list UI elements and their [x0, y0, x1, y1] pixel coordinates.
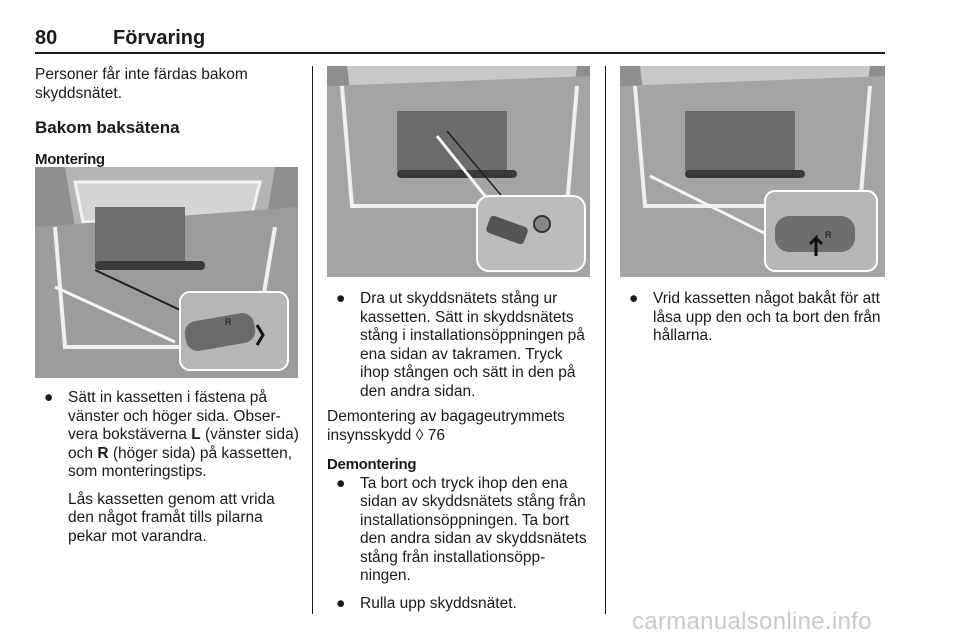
bullet-dot: ●: [336, 594, 346, 612]
lock-note: Lås kassetten genom att vrida den något framåt tills pilarna pekar mot varandra.: [68, 490, 275, 545]
page-ref-icon: ◊: [415, 426, 424, 444]
section-heading: Bakom baksätena: [35, 118, 180, 137]
list-item-insert-cassette: ● Sätt in kassetten i fästena på vänster och höger sida. Obser- vera bokstäverna L (vänster sida) och R (höger sida) på kassetten, som monteringstips.: [44, 389, 299, 480]
column-divider-2: [605, 66, 606, 614]
column-1-bottom: [35, 389, 303, 546]
column-3: [620, 290, 888, 346]
column-divider-1: [312, 66, 313, 614]
figure-label-r: R: [225, 317, 232, 327]
watermark: carmanualsonline.info: [632, 608, 872, 635]
list-item-remove-rod: ● Ta bort och tryck ihop den ena sidan av skyddsnätets stång från installationsöppningen. Ta bort den andra sidan av skyddsnätets stång från installationsöpp-ningen.: [336, 474, 587, 584]
figure-montering: [35, 167, 298, 378]
page-ref-number: 76: [427, 426, 445, 444]
intro-text: Personer får inte färdas bakom skyddsnätet.: [35, 66, 248, 102]
list-item-pull-rod: ● Dra ut skyddsnätets stång ur kassetten. Sätt in skyddsnätets stång i installationsöppningen på ena sidan av takramen. Tryck ihop stången och sätt in den på den andra sidan.: [336, 290, 585, 400]
figure-remove-cassette: [620, 66, 885, 277]
bullet-dot: ●: [336, 290, 346, 307]
column-2: [327, 290, 595, 613]
bullet-dot: ●: [336, 474, 346, 492]
cross-reference: Demontering av bagageutrymmets insynsskydd ◊ 76: [327, 408, 565, 444]
page-number: 80: [35, 27, 58, 49]
figure-label-r: R: [825, 230, 832, 240]
bullet-dot: ●: [629, 290, 639, 307]
column-1: [35, 66, 303, 169]
subheading-demontering: Demontering: [327, 456, 417, 473]
section-title: Förvaring: [113, 27, 206, 49]
list-item-rotate-cassette: ● Vrid kassetten något bakåt för att låsa upp den och ta bort den från hållarna.: [629, 290, 881, 344]
list-item-roll-up: ● Rulla upp skyddsnätet.: [336, 594, 517, 612]
subheading-montering: Montering: [35, 150, 105, 168]
figure-pull-rod: [327, 66, 590, 277]
bullet-dot: ●: [44, 389, 54, 406]
header-rule: [35, 52, 885, 54]
